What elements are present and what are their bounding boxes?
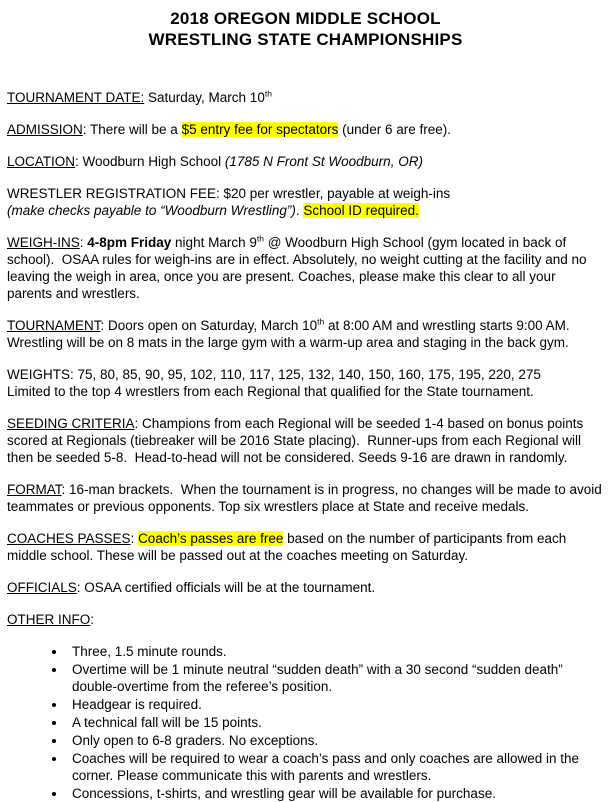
format-label: FORMAT [7, 482, 62, 497]
ordinal-suffix: th [256, 233, 264, 244]
registration-checks-note: (make checks payable to “Woodburn Wrestling”) [7, 203, 296, 218]
tournament-text-rest: at 8:00 AM and wrestling starts 9:00 AM. Wrestling will be on 8 mats in the large gym with a warm-up area and staging in the back gym. [7, 318, 570, 350]
seeding-label: SEEDING CRITERIA [7, 416, 135, 431]
admission-label: ADMISSION [7, 122, 83, 137]
tournament-text-pre: : Doors open on Saturday, March 10 [100, 318, 318, 333]
weigh-ins-paragraph [7, 234, 604, 302]
coaches-passes-text-rest: based on the number of participants from each middle school. These will be passed out at the coaches meeting on Saturday. [7, 531, 567, 563]
admission-highlight: $5 entry fee for spectators [181, 122, 339, 137]
admission-paragraph [7, 121, 604, 138]
tournament-paragraph [7, 317, 604, 351]
format-text: : 16-man brackets. When the tournament is in progress, no changes will be made to avoid teammates or previous opponents. Top six wrestlers place at State and receive medals. [7, 482, 602, 514]
weigh-ins-colon: : [79, 235, 88, 250]
registration-text-mid: . [295, 203, 304, 218]
location-paragraph [7, 153, 604, 170]
location-address: (1785 N Front St Woodburn, OR) [224, 154, 423, 169]
list-item: • Three, 1.5 minute rounds. [67, 643, 604, 660]
weigh-ins-time-bold: 4-8pm Friday [87, 235, 172, 250]
tournament-date-label: TOURNAMENT DATE: [7, 90, 145, 105]
title-line-1: 2018 OREGON MIDDLE SCHOOL [170, 9, 441, 28]
weigh-ins-text-rest: @ Woodburn High School (gym located in back of school). OSAA rules for weigh-ins are in effect. Absolutely, no weight cutting at the facility and no leaving the weigh in area, once you are present. Coaches, please make this clear to all your parents and wrestlers. [7, 235, 587, 301]
location-label: LOCATION [7, 154, 76, 169]
title-line-2: WRESTLING STATE CHAMPIONSHIPS [148, 30, 463, 49]
format-paragraph [7, 481, 604, 515]
other-info-list [7, 643, 604, 802]
registration-paragraph [7, 185, 604, 219]
list-item: • Overtime will be 1 minute neutral “sudden death” with a 30 second “sudden death” double-overtime from the referee’s position. [67, 661, 604, 695]
weigh-ins-label: WEIGH-INS [7, 235, 80, 250]
list-item: • A technical fall will be 15 points. [67, 714, 604, 731]
coaches-passes-highlight: Coach’s passes are free [138, 531, 284, 546]
weights-paragraph [7, 366, 604, 400]
weigh-ins-text-mid: night March 9 [171, 235, 257, 250]
coaches-passes-colon: : [130, 531, 139, 546]
list-item: • Coaches will be required to wear a coach’s pass and only coaches are allowed in the corner. Please communicate this with parents and wrestlers. [67, 750, 604, 784]
registration-line-1: WRESTLER REGISTRATION FEE: $20 per wrestler, payable at weigh-ins [7, 186, 451, 201]
coaches-passes-label: COACHES PASSES [7, 531, 131, 546]
list-item: • Only open to 6-8 graders. No exceptions. [67, 732, 604, 749]
officials-paragraph [7, 579, 604, 596]
other-info-label: OTHER INFO [7, 612, 91, 627]
list-item: • Concessions, t-shirts, and wrestling gear will be available for purchase. [67, 785, 604, 802]
ordinal-suffix: th [317, 316, 325, 327]
document-title [7, 8, 604, 50]
seeding-paragraph [7, 415, 604, 466]
other-info-heading [7, 611, 604, 628]
officials-text: : OSAA certified officials will be at the tournament. [76, 580, 376, 595]
coaches-passes-paragraph [7, 530, 604, 564]
other-info-colon: : [90, 612, 95, 627]
tournament-date-paragraph [7, 89, 604, 106]
ordinal-suffix: th [264, 88, 272, 99]
list-item: • Headgear is required. [67, 696, 604, 713]
admission-text-pre: : There will be a [82, 122, 182, 137]
registration-highlight: School ID required. [303, 203, 419, 218]
tournament-label: TOURNAMENT [7, 318, 101, 333]
tournament-date-value: Saturday, March 10 [144, 90, 265, 105]
weights-list-line: WEIGHTS: 75, 80, 85, 90, 95, 102, 110, 117, 125, 132, 140, 150, 160, 175, 195, 220, 275 [7, 367, 541, 382]
weights-limit-line: Limited to the top 4 wrestlers from each Regional that qualified for the State tournament. [7, 384, 534, 399]
seeding-text: : Champions from each Regional will be seeded 1-4 based on bonus points scored at Regionals (tiebreaker will be 2016 State placing). Runner-ups from each Regional will then be seeded 5-8. Head-to-head will not be considered. Seeds 9-16 are drawn in randomly. [7, 416, 584, 465]
admission-text-post: (under 6 are free). [338, 122, 451, 137]
officials-label: OFFICIALS [7, 580, 77, 595]
location-text: : Woodburn High School [75, 154, 225, 169]
